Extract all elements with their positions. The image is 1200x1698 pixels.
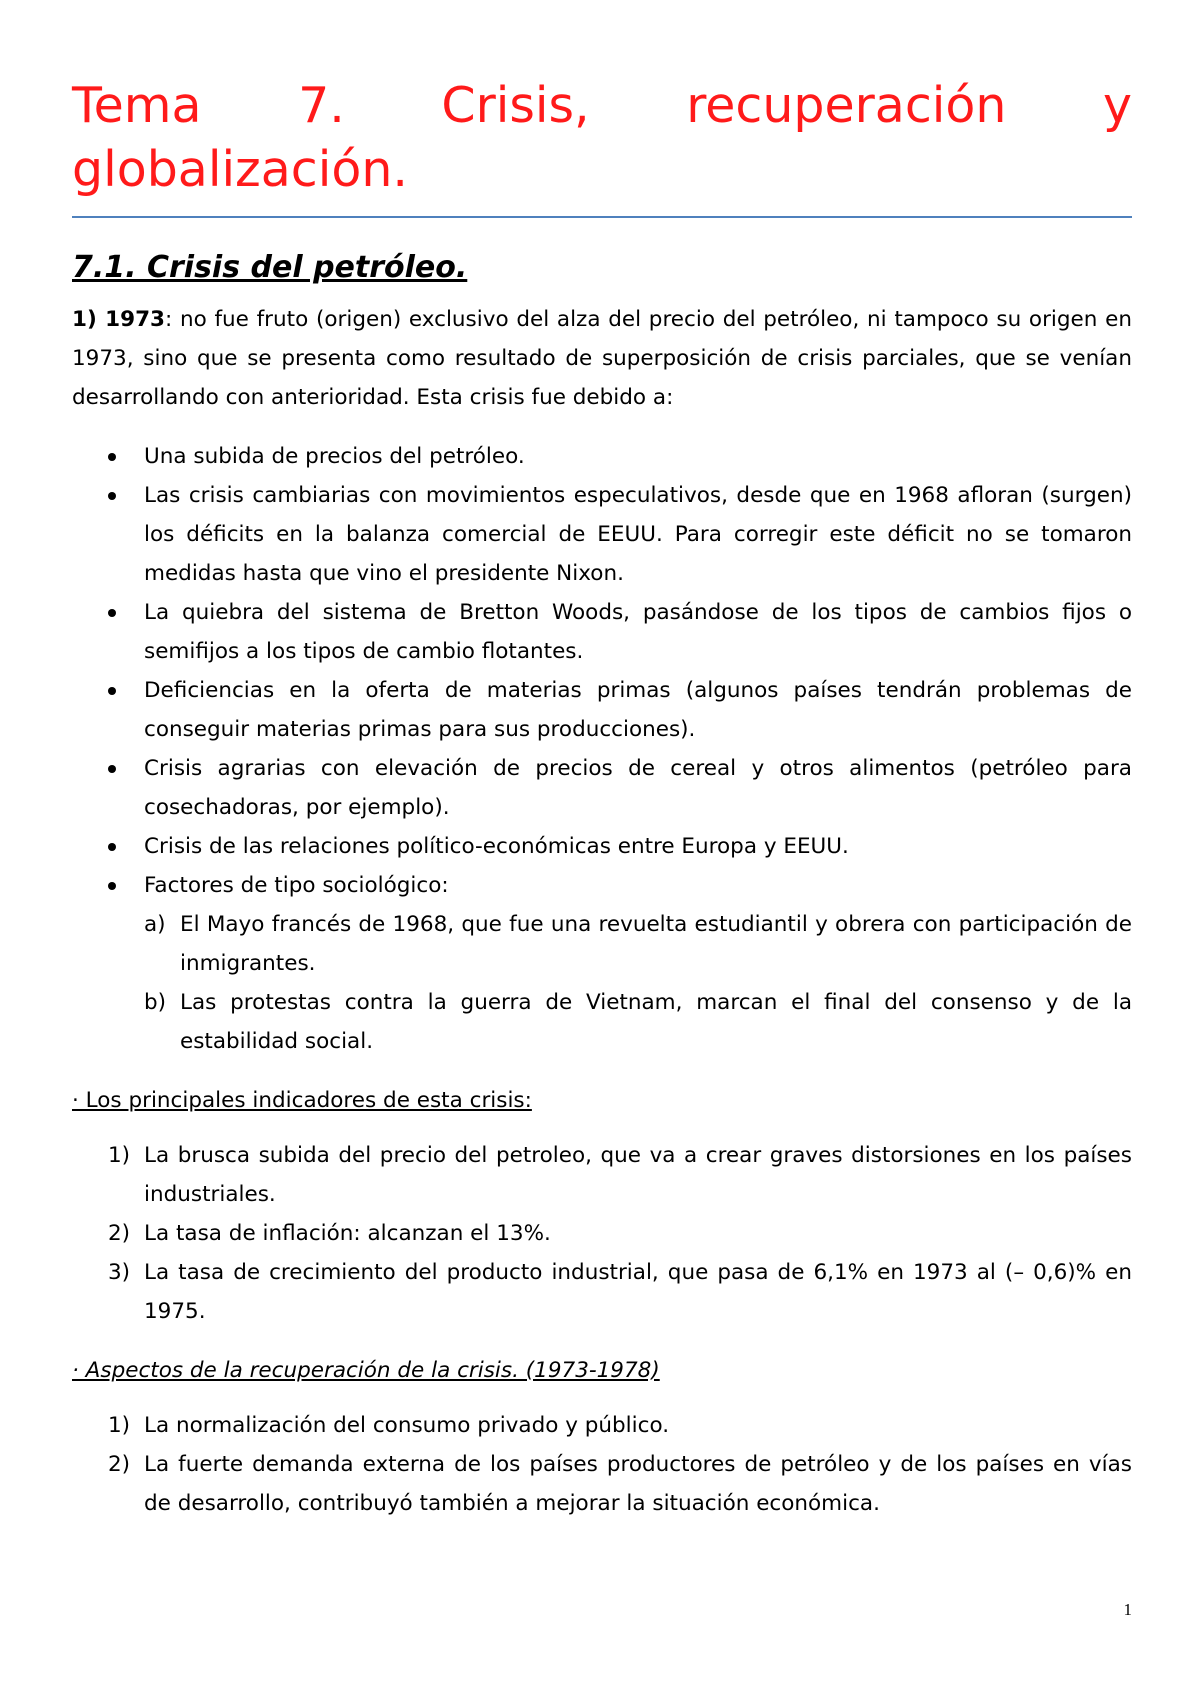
- list-marker: 2): [108, 1221, 131, 1246]
- section-heading: 7.1. Crisis del petróleo.: [72, 250, 468, 285]
- list-marker: a): [144, 912, 166, 937]
- list-item-text: La fuerte demanda externa de los países productores de petróleo y de los países en vías de desarrollo, contribuyó también a mejorar la situación económica.: [144, 1452, 1132, 1516]
- list-marker: 2): [108, 1452, 131, 1477]
- list-item: Deficiencias en la oferta de materias primas (algunos países tendrán problemas de conseguir materias primas para sus producciones).: [144, 671, 1132, 749]
- list-item: [108, 1406, 1132, 1445]
- list-marker: 1): [108, 1413, 131, 1438]
- indicators-list: [72, 1136, 1132, 1331]
- list-item: Crisis agrarias con elevación de precios de cereal y otros alimentos (petróleo para cosechadoras, por ejemplo).: [144, 749, 1132, 827]
- list-item: [144, 905, 1132, 983]
- list-item-text: Las protestas contra la guerra de Vietnam, marcan el final del consenso y de la estabilidad social.: [180, 990, 1132, 1054]
- list-item: [108, 1214, 1132, 1253]
- list-item-text: El Mayo francés de 1968, que fue una revuelta estudiantil y obrera con participación de inmigrantes.: [180, 912, 1132, 976]
- list-item: Crisis de las relaciones político-económicas entre Europa y EEUU.: [144, 827, 1132, 866]
- list-item: [108, 1445, 1132, 1523]
- indicators-heading: · Los principales indicadores de esta crisis:: [72, 1088, 532, 1113]
- title-divider: [72, 216, 1132, 218]
- intro-paragraph: [72, 300, 1132, 417]
- list-item: La quiebra del sistema de Bretton Woods, pasándose de los tipos de cambios fijos o semifijos a los tipos de cambio flotantes.: [144, 593, 1132, 671]
- sociological-list: [144, 905, 1132, 1061]
- intro-text: : no fue fruto (origen) exclusivo del alza del precio del petróleo, ni tampoco su origen en 1973, sino que se presenta como resultado de superposición de crisis parciales, que se venían desarrollando con anterioridad. Esta crisis fue debido a:: [72, 307, 1132, 410]
- list-item: [108, 1253, 1132, 1331]
- list-item-text: La brusca subida del precio del petroleo, que va a crear graves distorsiones en los países industriales.: [144, 1143, 1132, 1207]
- list-marker: b): [144, 990, 167, 1015]
- list-item: Una subida de precios del petróleo.: [144, 437, 1132, 476]
- intro-label: 1) 1973: [72, 307, 165, 332]
- list-item: [144, 983, 1132, 1061]
- causes-list: [72, 437, 1132, 1061]
- list-item: Las crisis cambiarias con movimientos especulativos, desde que en 1968 afloran (surgen) los déficits en la balanza comercial de EEUU. Para corregir este déficit no se tomaron medidas hasta que vino el presidente Nixon.: [144, 476, 1132, 593]
- recovery-list: [72, 1406, 1132, 1523]
- list-item: [144, 866, 1132, 1061]
- page-number: 1: [1123, 1600, 1132, 1619]
- list-item-text: La normalización del consumo privado y público.: [144, 1413, 670, 1438]
- list-item-text: Factores de tipo sociológico:: [144, 873, 449, 898]
- recovery-heading: · Aspectos de la recuperación de la crisis. (1973-1978): [72, 1358, 660, 1383]
- list-marker: 1): [108, 1143, 131, 1168]
- page-title: Tema 7. Crisis, recuperación y globalización.: [72, 77, 1132, 198]
- list-item-text: La tasa de inflación: alcanzan el 13%.: [144, 1221, 551, 1246]
- list-item: [108, 1136, 1132, 1214]
- list-item-text: La tasa de crecimiento del producto industrial, que pasa de 6,1% en 1973 al (– 0,6)% en 1975.: [144, 1260, 1132, 1324]
- list-marker: 3): [108, 1260, 131, 1285]
